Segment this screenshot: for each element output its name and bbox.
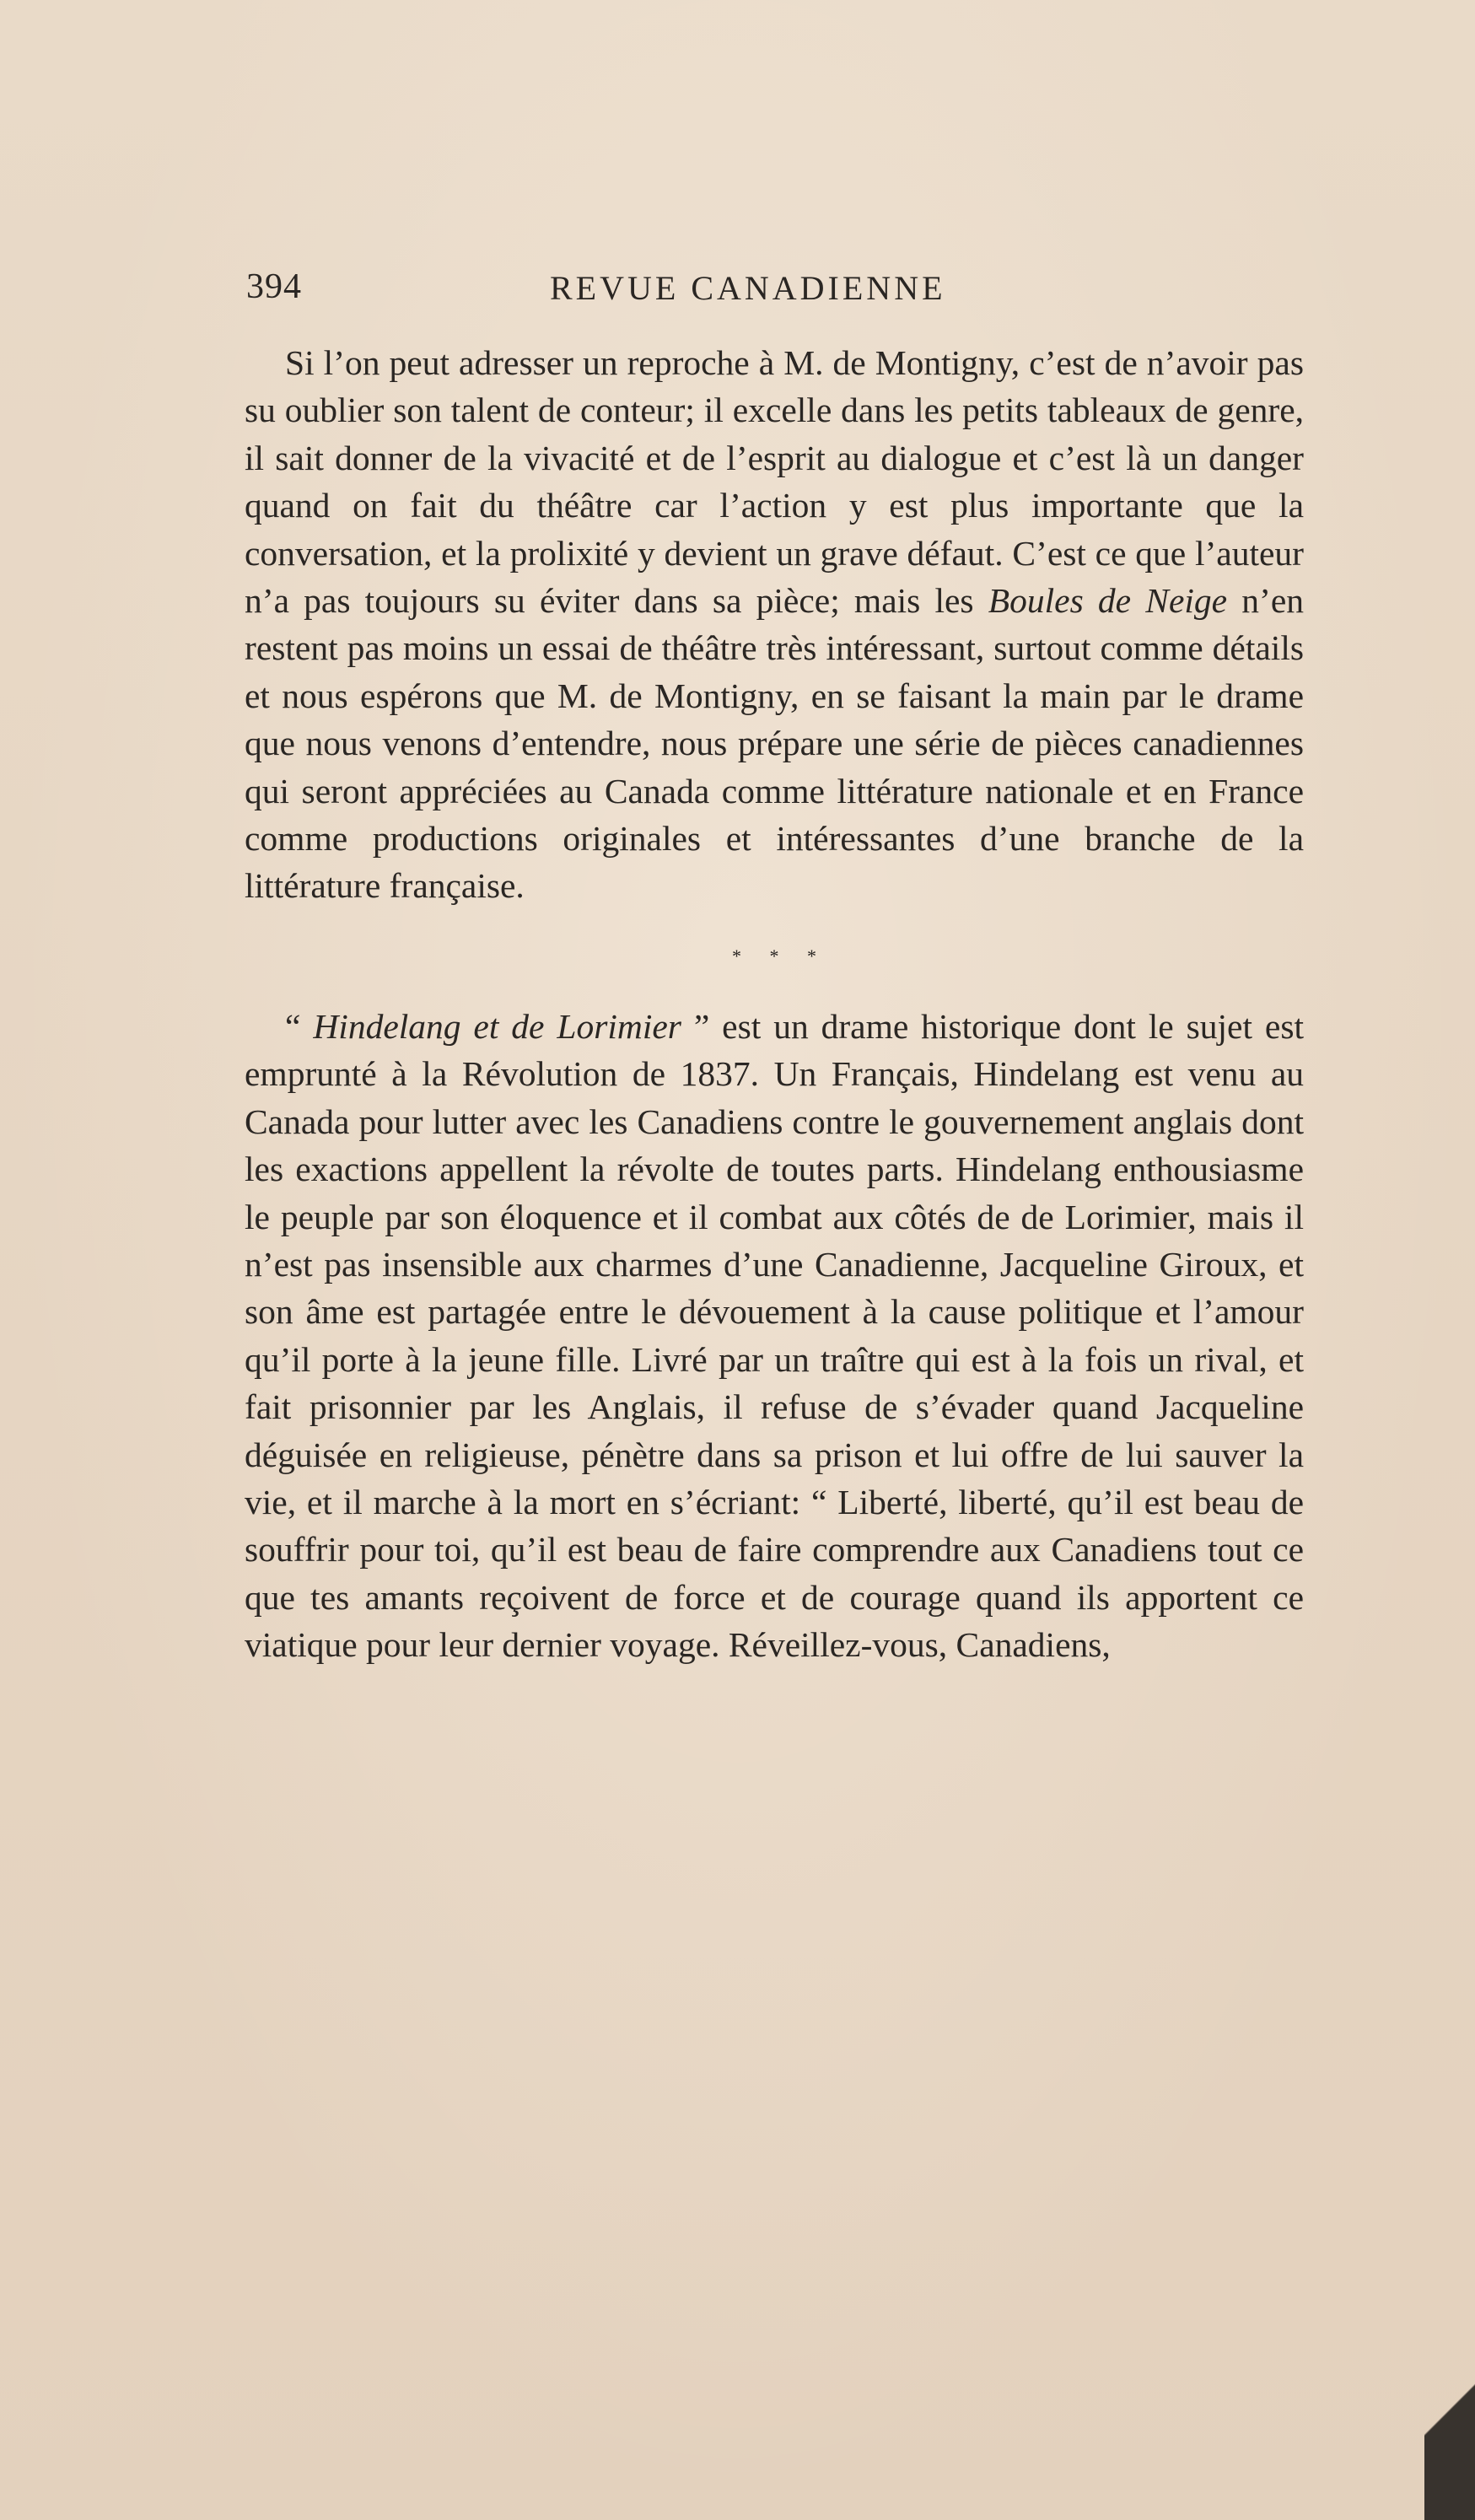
running-head: REVUE CANADIENNE [550,269,946,307]
work-title-hindelang: Hindelang et de Lorimier [313,1006,681,1046]
paragraph-1-text-before: Si l’on peut adresser un reproche à M. de Montigny, c’est de n’avoir pas su oublier son talent de conteur; il excelle dans les petits tableaux de genre, il sait donner de la vivacité et de l’esprit au dialogue et c’est là un danger quand on fait du théâtre car l’action y est plus importante que la conversation, et la prolixité y devient un grave défaut. C’est ce que l’auteur n’a pas toujours su éviter dans sa pièce; mais les [245,343,1304,621]
work-title-boules-de-neige: Boules de Neige [988,581,1228,621]
section-asterism: * * * [732,945,828,967]
paragraph-2-open-quote: “ [285,1006,314,1046]
paragraph-1-text-after: n’en restent pas moins un essai de théâtre très intéressant, surtout comme détails et nous espérons que M. de Montigny, en se faisant la main par le drame que nous venons d’entendre, nous prépare une série de pièces canadiennes qui seront appréciées au Canada comme littérature nationale et en France comme productions originales et intéressantes d’une branche de la littérature française. [245,581,1304,906]
paragraph-hindelang [245,1003,1304,1669]
page-corner-shadow [1424,2343,1475,2520]
body-text [245,339,1304,1669]
page-header [246,267,1300,317]
paragraph-montigny [245,339,1304,910]
paragraph-2-text: ” est un drame historique dont le sujet est emprunté à la Révolution de 1837. Un Français, Hindelang est venu au Canada pour lutter avec les Canadiens contre le gouvernement anglais dont les exactions appellent la révolte de toutes parts. Hindelang enthousiasme le peuple par son éloquence et il combat aux côtés de de Lorimier, mais il n’est pas insensible aux charmes d’une Canadienne, Jacqueline Giroux, et son âme est partagée entre le dévouement à la cause politique et l’amour qu’il porte à la jeune fille. Livré par un traître qui est à la fois un rival, et fait prisonnier par les Anglais, il refuse de s’évader quand Jacqueline déguisée en religieuse, pénètre dans sa prison et lui offre de lui sauver la vie, et il marche à la mort en s’écriant: “ Liberté, liberté, qu’il est beau de souffrir pour toi, qu’il est beau de faire comprendre aux Canadiens tout ce que tes amants reçoivent de force et de courage quand ils apportent ce viatique pour leur dernier voyage. Réveillez-vous, Canadiens, [245,1006,1304,1665]
page-number: 394 [246,267,302,306]
